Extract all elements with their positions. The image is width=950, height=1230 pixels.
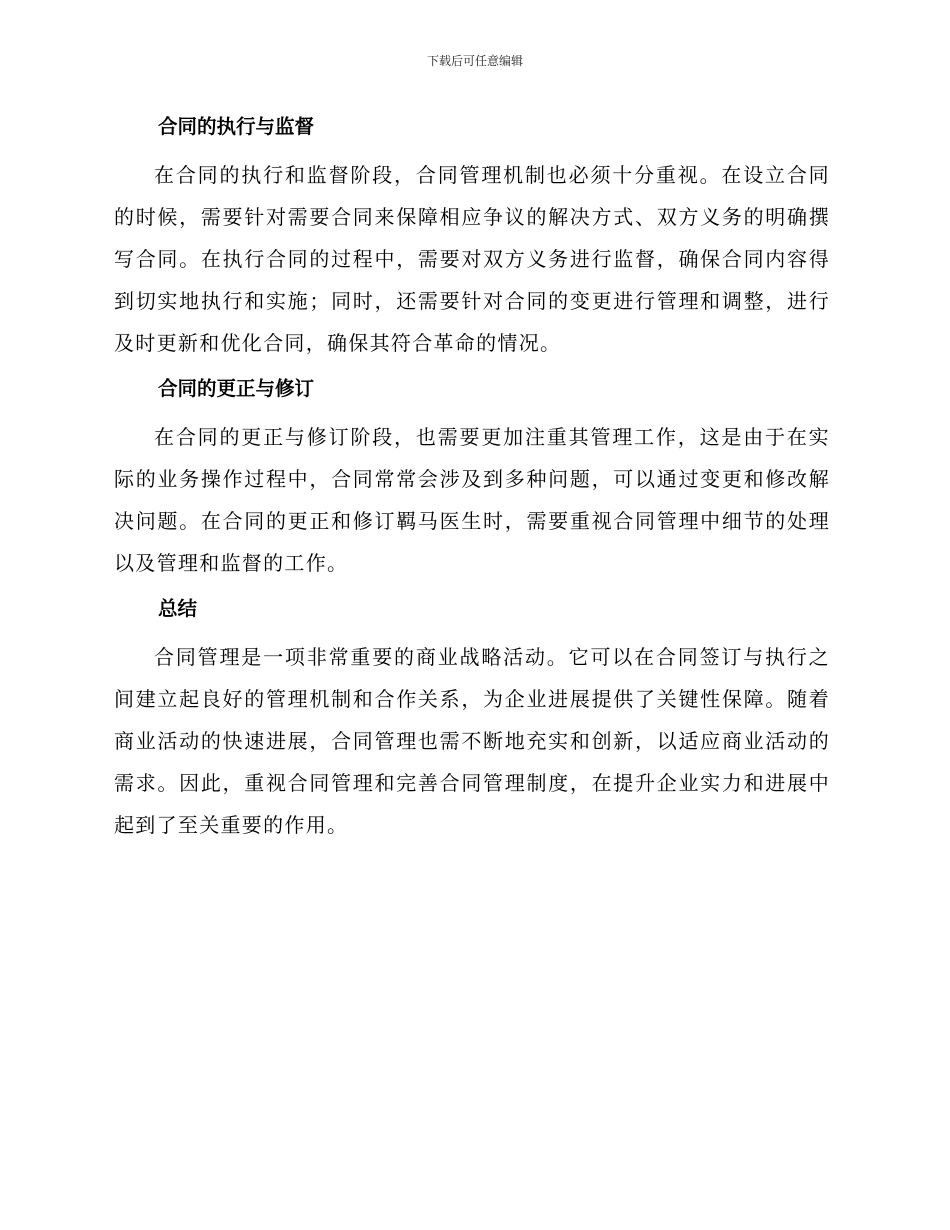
section-execution-supervision — [114, 110, 830, 372]
section-paragraph: 在合同的更正与修订阶段，也需要更加注重其管理工作，这是由于在实际的业务操作过程中，合同常常会涉及到多种问题，可以通过变更和修改解决问题。在合同的更正和修订羁马医生时，需要重视合同管理中细节的处理以及管理和监督的工作。 — [114, 425, 830, 575]
section-title: 合同的执行与监督 — [158, 115, 315, 138]
page-header: 下载后可任意编辑 — [426, 54, 523, 68]
document-body — [114, 110, 830, 846]
section-title: 总结 — [158, 597, 198, 620]
section-title: 合同的更正与修订 — [158, 377, 315, 400]
section-paragraph: 合同管理是一项非常重要的商业战略活动。它可以在合同签订与执行之间建立起良好的管理机制和合作关系，为企业进展提供了关键性保障。随着商业活动的快速进展，合同管理也需不断地充实和创新，以适应商业活动的需求。因此，重视合同管理和完善合同管理制度，在提升企业实力和进展中起到了至关重要的作用。 — [114, 645, 830, 837]
section-summary — [114, 592, 830, 846]
section-correction-revision — [114, 372, 830, 592]
section-paragraph: 在合同的执行和监督阶段，合同管理机制也必须十分重视。在设立合同的时候，需要针对需要合同来保障相应争议的解决方式、双方义务的明确撰写合同。在执行合同的过程中，需要对双方义务进行监督，确保合同内容得到切实地执行和实施；同时，还需要针对合同的变更进行管理和调整，进行及时更新和优化合同，确保其符合革命的情况。 — [114, 163, 830, 355]
